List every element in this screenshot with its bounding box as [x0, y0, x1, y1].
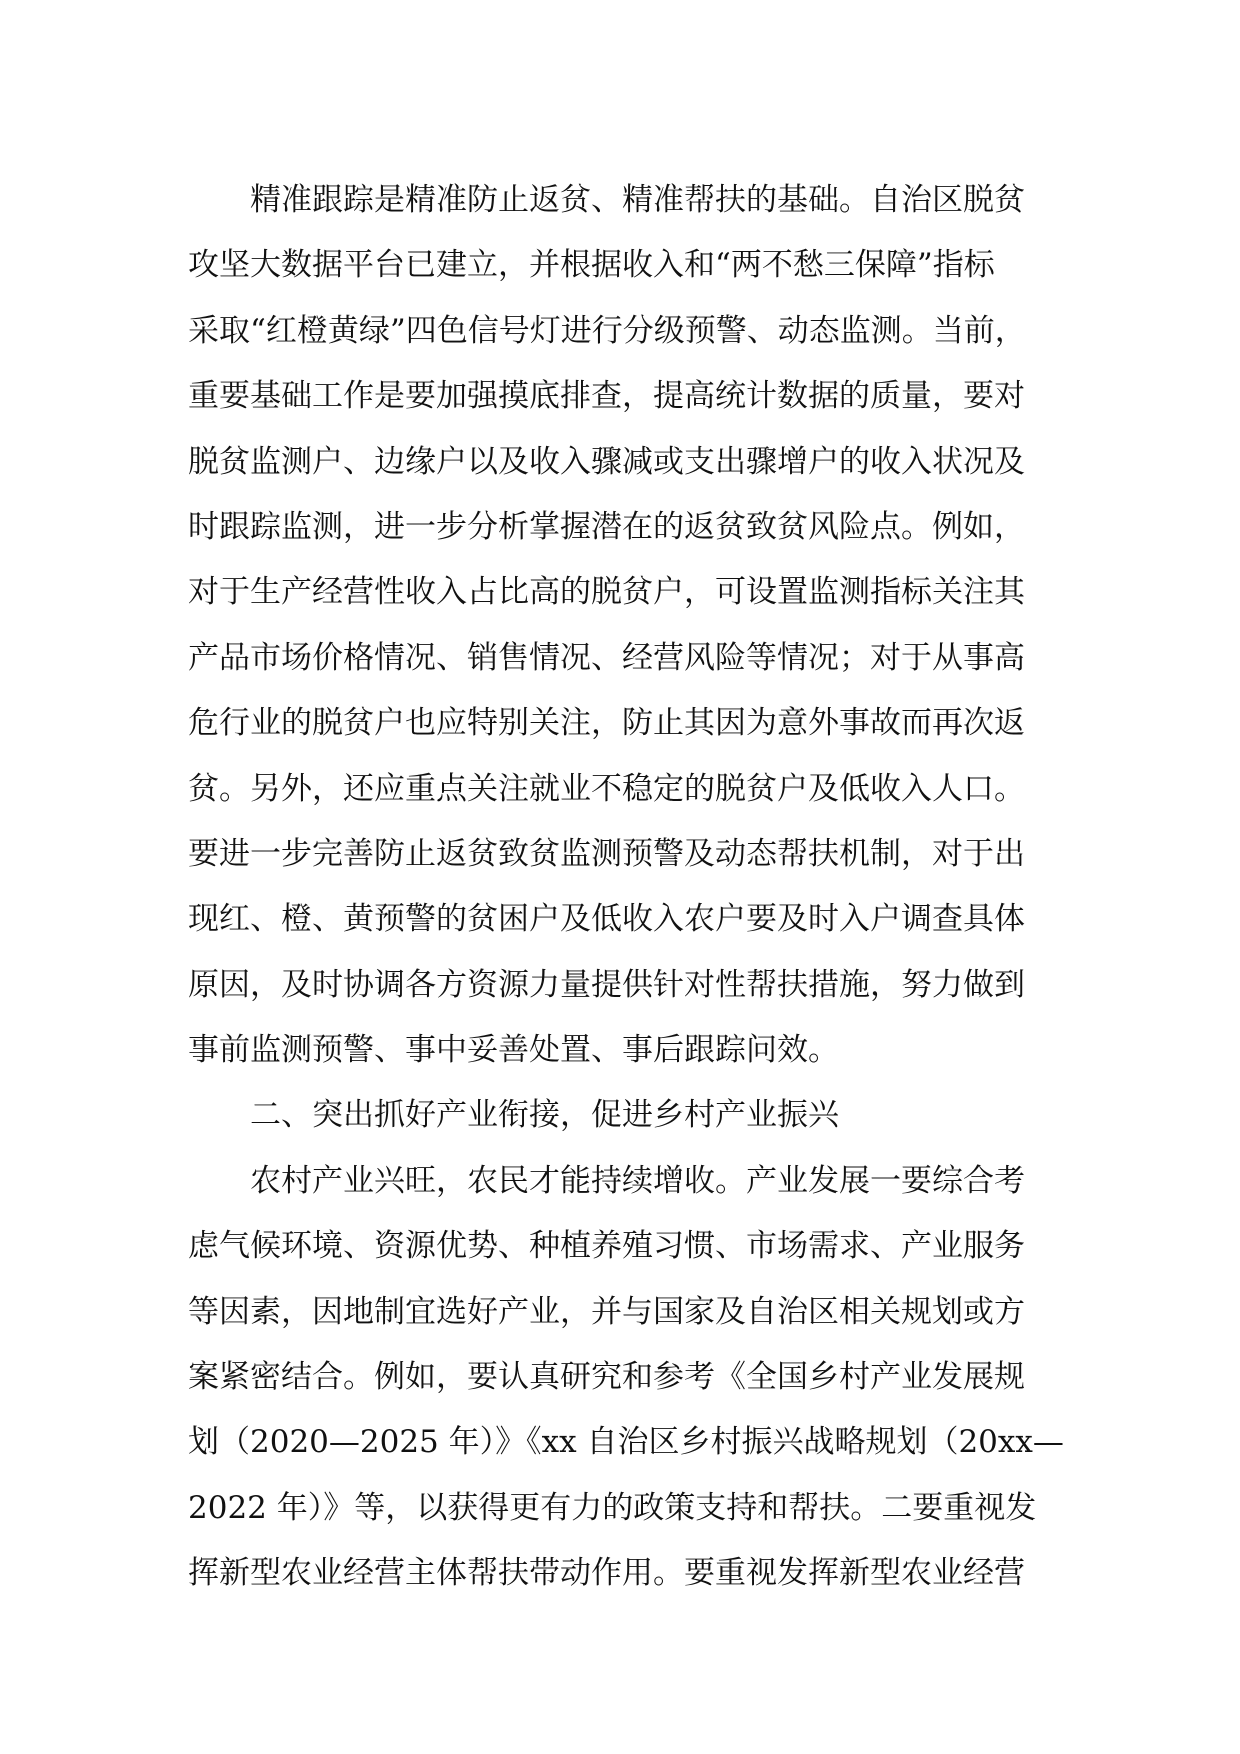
paragraph-1-line: 原因，及时协调各方资源力量提供针对性帮扶措施，努力做到 [188, 966, 1025, 1003]
paragraph-1-line: 危行业的脱贫户也应特别关注，防止其因为意外事故而再次返 [188, 705, 1025, 742]
paragraph-1-line: 事前监测预警、事中妥善处置、事后跟踪问效。 [188, 1032, 839, 1069]
paragraph-1-line: 要进一步完善防止返贫致贫监测预警及动态帮扶机制，对于出 [188, 835, 1025, 872]
paragraph-2-line: 农村产业兴旺，农民才能持续增收。产业发展一要综合考 [250, 1162, 1025, 1199]
paragraph-2-line: 案紧密结合。例如，要认真研究和参考《全国乡村产业发展规 [188, 1359, 1025, 1396]
paragraph-2-line: 挥新型农业经营主体帮扶带动作用。要重视发挥新型农业经营 [188, 1555, 1025, 1592]
paragraph-1-line: 现红、橙、黄预警的贫困户及低收入农户要及时入户调查具体 [188, 901, 1025, 938]
paragraph-1-line: 时跟踪监测，进一步分析掌握潜在的返贫致贫风险点。例如， [188, 508, 1025, 545]
paragraph-1-line: 对于生产经营性收入占比高的脱贫户，可设置监测指标关注其 [188, 574, 1025, 611]
paragraph-1-line: 脱贫监测户、边缘户以及收入骤减或支出骤增户的收入状况及 [188, 443, 1025, 480]
paragraph-2-line: 等因素，因地制宜选好产业，并与国家及自治区相关规划或方 [188, 1293, 1025, 1330]
paragraph-1-line: 采取“红橙黄绿”四色信号灯进行分级预警、动态监测。当前， [188, 312, 1026, 349]
paragraph-2-line: 2022 年）》等，以获得更有力的政策支持和帮扶。二要重视发 [188, 1489, 1037, 1526]
paragraph-1-line: 攻坚大数据平台已建立，并根据收入和“两不愁三保障”指标 [188, 247, 995, 284]
paragraph-1-line: 重要基础工作是要加强摸底排查，提高统计数据的质量，要对 [188, 378, 1025, 415]
document-body [188, 168, 1088, 1607]
paragraph-2-line: 划（2020—2025 年）》《xx 自治区乡村振兴战略规划（20xx— [188, 1424, 1064, 1461]
section-heading: 二、突出抓好产业衔接，促进乡村产业振兴 [250, 1097, 839, 1134]
paragraph-1-line: 精准跟踪是精准防止返贫、精准帮扶的基础。自治区脱贫 [250, 182, 1025, 218]
paragraph-1-line: 产品市场价格情况、销售情况、经营风险等情况；对于从事高 [188, 639, 1025, 676]
paragraph-2-line: 虑气候环境、资源优势、种植养殖习惯、市场需求、产业服务 [188, 1228, 1025, 1265]
paragraph-1-line: 贫。另外，还应重点关注就业不稳定的脱贫户及低收入人口。 [188, 770, 1025, 807]
